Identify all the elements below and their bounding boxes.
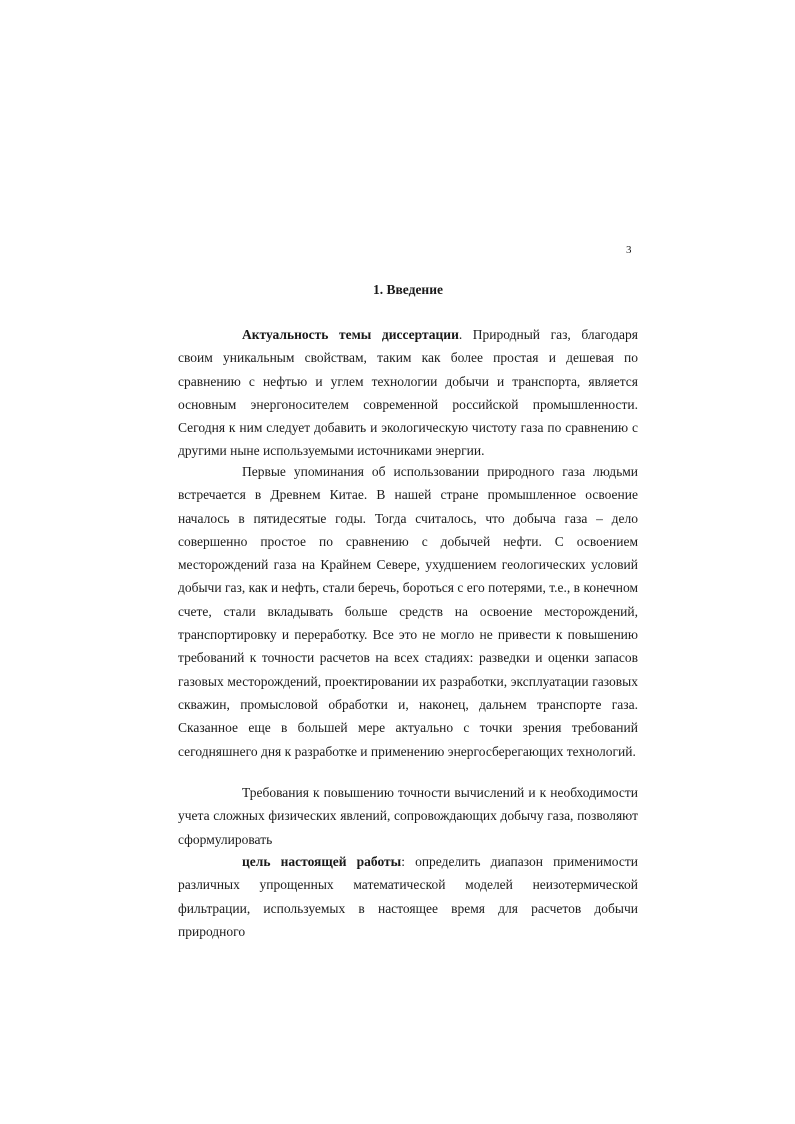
paragraph-requirements [178,781,638,851]
paragraph-body: . Природный газ, благодаря своим уникальным свойствам, таким как более простая и дешевая по сравнению с нефтью и углем технологии добычи и транспорта, является основным энергоносителем современной российской промышленности. Сегодня к ним следует добавить и экологическую чистоту газа по сравнению с другими ныне используемыми источниками энергии. [178,327,638,459]
paragraph-lead: цель настоящей работы [242,854,402,869]
paragraph-lead: Актуальность темы диссертации [242,327,459,342]
paragraph-history [178,460,638,763]
paragraph-goal [178,850,638,943]
paragraph-text [178,850,638,943]
paragraph-text [178,781,638,851]
paragraph-relevance [178,323,638,463]
paragraph-body: Требования к повышению точности вычислений и к необходимости учета сложных физических явлений, сопровождающих добычу газа, позволяют сформулировать [178,785,638,847]
page-number: 3 [626,244,632,256]
paragraph-text [178,323,638,463]
paragraph-body: : определить диапазон применимости различных упрощенных математической моделей неизотермической фильтрации, используемых в настоящее время для расчетов добычи природного [178,854,638,939]
paragraph-body: Первые упоминания об использовании природного газа людьми встречается в Древнем Китае. В нашей стране промышленное освоение началось в пятидесятые годы. Тогда считалось, что добыча газа – дело совершенно простое по сравнению с добычей нефти. С освоением месторождений газа на Крайнем Севере, ухудшением геологических условий добычи газ, как и нефть, стали беречь, бороться с его потерями, т.е., в конечном счете, стали вкладывать больше средств на освоение месторождений, транспортировку и переработку. Все это не могло не привести к повышению требований к точности расчетов на всех стадиях: разведки и оценки запасов газовых месторождений, проектировании их разработки, эксплуатации газовых скважин, промысловой обработки и, наконец, дальнем транспорте газа. Сказанное еще в большей мере актуально с точки зрения требований сегодняшнего дня к разработке и применению энергосберегающих технологий. [178,464,638,759]
section-title: 1. Введение [373,282,443,297]
paragraph-text [178,460,638,763]
